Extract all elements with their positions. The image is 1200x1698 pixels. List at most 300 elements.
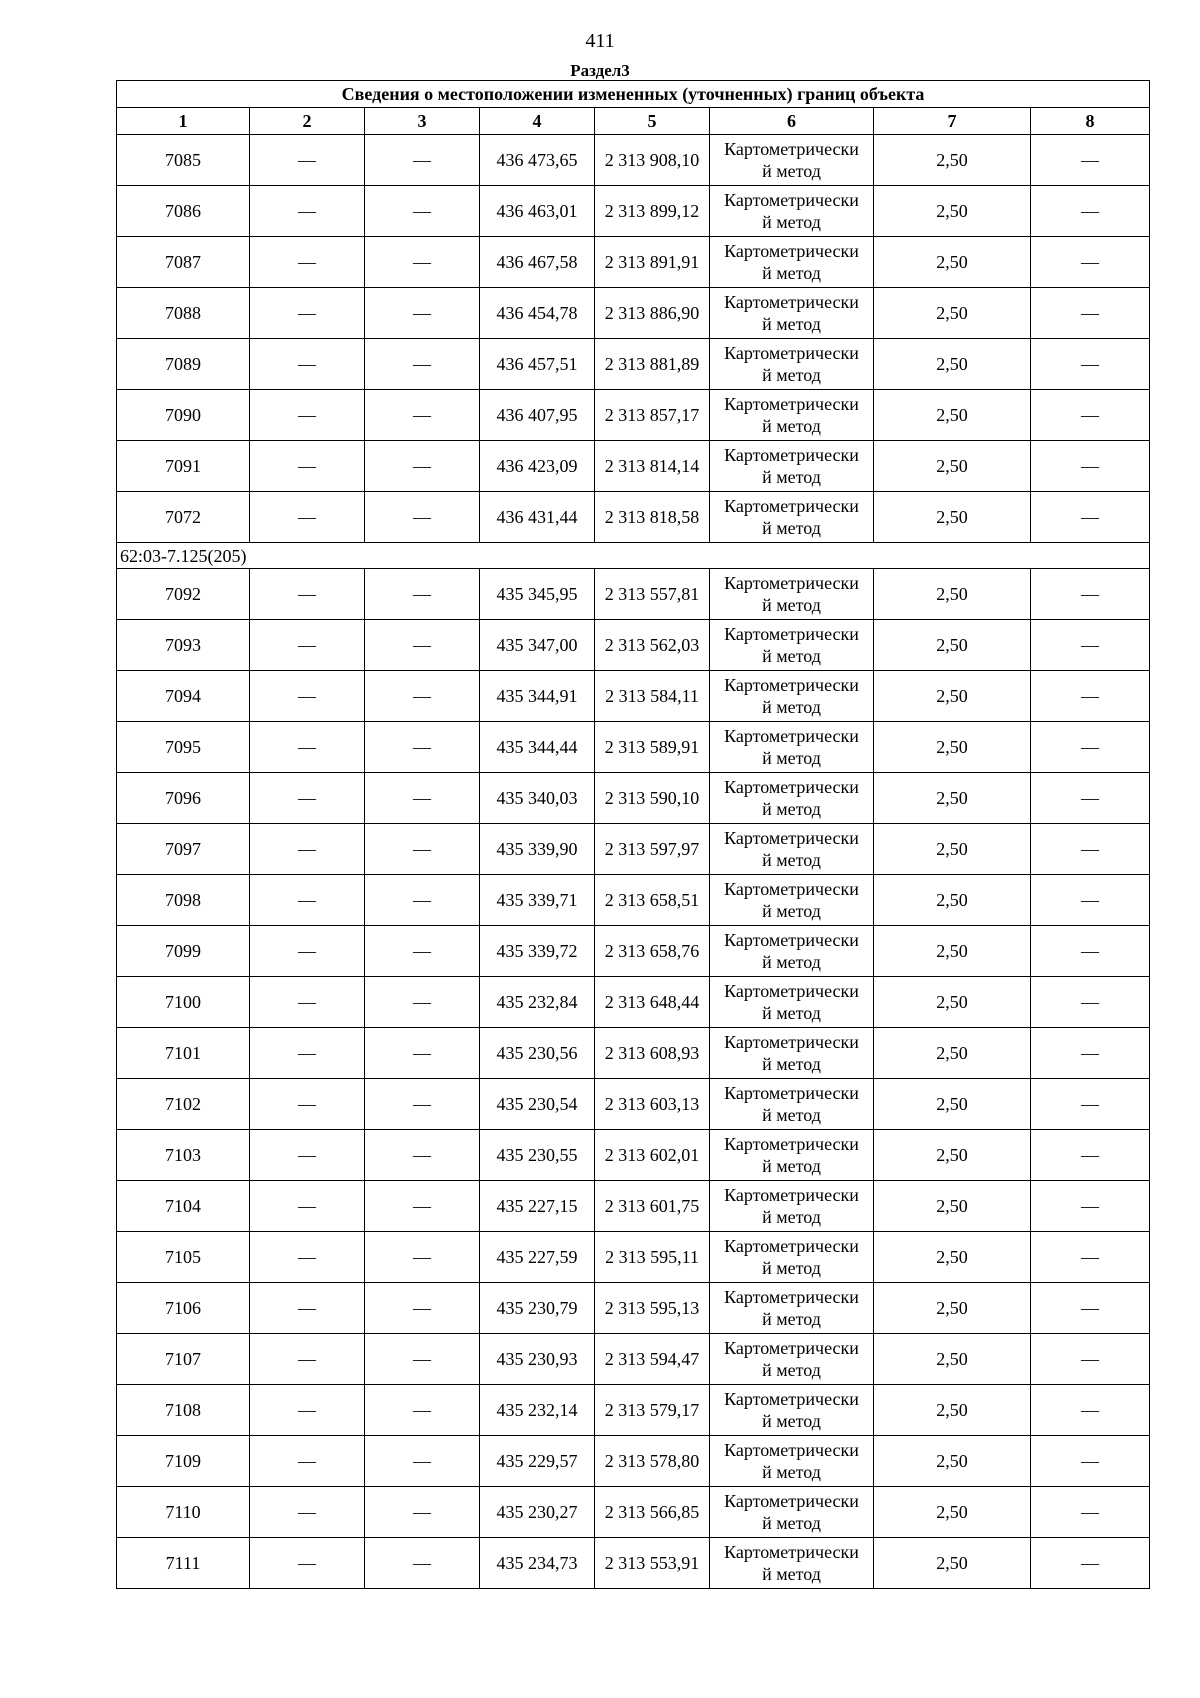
empty-cell: — [250,135,365,186]
empty-cell: — [365,390,480,441]
empty-cell: — [250,237,365,288]
empty-cell: — [250,1232,365,1283]
method-text-line: Картометрически [724,879,859,899]
method-text-line: й метод [762,646,821,666]
empty-cell: — [1031,1232,1150,1283]
empty-cell: — [365,1283,480,1334]
method-text-line: й метод [762,1564,821,1584]
table-row [117,1028,1150,1079]
point-number-cell: 7094 [117,671,250,722]
empty-cell: — [365,135,480,186]
empty-cell: — [250,1334,365,1385]
point-number-cell: 7086 [117,186,250,237]
accuracy-cell: 2,50 [874,441,1031,492]
method-cell [710,569,874,620]
empty-cell: — [365,1538,480,1589]
coordinate-x-cell: 435 230,93 [480,1334,595,1385]
point-number-cell: 7102 [117,1079,250,1130]
method-text-line: Картометрически [724,1440,859,1460]
method-text-line: Картометрически [724,828,859,848]
empty-cell: — [250,722,365,773]
point-number-cell: 7072 [117,492,250,543]
coordinate-x-cell: 435 230,55 [480,1130,595,1181]
empty-cell: — [365,569,480,620]
coordinate-x-cell: 435 344,44 [480,722,595,773]
method-cell [710,237,874,288]
page-number: 411 [585,30,615,52]
method-text-line: Картометрически [724,675,859,695]
empty-cell: — [365,875,480,926]
empty-cell: — [1031,773,1150,824]
method-cell [710,492,874,543]
coordinate-y-cell: 2 313 881,89 [595,339,710,390]
method-cell [710,1130,874,1181]
method-text-line: й метод [762,952,821,972]
coordinate-x-cell: 435 344,91 [480,671,595,722]
column-number: 3 [365,108,480,135]
table-row [117,926,1150,977]
empty-cell: — [250,926,365,977]
point-number-cell: 7091 [117,441,250,492]
empty-cell: — [365,1487,480,1538]
coordinate-x-cell: 435 232,14 [480,1385,595,1436]
method-text-line: Картометрически [724,1134,859,1154]
accuracy-cell: 2,50 [874,1538,1031,1589]
method-text-line: й метод [762,1105,821,1125]
column-number: 8 [1031,108,1150,135]
coordinate-y-cell: 2 313 658,76 [595,926,710,977]
method-cell [710,773,874,824]
empty-cell: — [365,1130,480,1181]
empty-cell: — [250,1181,365,1232]
point-number-cell: 7103 [117,1130,250,1181]
accuracy-cell: 2,50 [874,722,1031,773]
point-number-cell: 7098 [117,875,250,926]
empty-cell: — [250,390,365,441]
column-number: 2 [250,108,365,135]
empty-cell: — [365,773,480,824]
coordinate-x-cell: 435 227,15 [480,1181,595,1232]
accuracy-cell: 2,50 [874,390,1031,441]
method-cell [710,186,874,237]
method-text-line: й метод [762,1309,821,1329]
method-text-line: Картометрически [724,777,859,797]
coordinate-x-cell: 435 339,71 [480,875,595,926]
empty-cell: — [1031,441,1150,492]
empty-cell: — [365,1385,480,1436]
point-number-cell: 7099 [117,926,250,977]
empty-cell: — [365,824,480,875]
empty-cell: — [1031,1079,1150,1130]
method-text-line: й метод [762,748,821,768]
coordinate-y-cell: 2 313 584,11 [595,671,710,722]
method-text-line: Картометрически [724,343,859,363]
accuracy-cell: 2,50 [874,620,1031,671]
table-row [117,773,1150,824]
coordinate-y-cell: 2 313 891,91 [595,237,710,288]
accuracy-cell: 2,50 [874,1334,1031,1385]
method-text-line: й метод [762,799,821,819]
point-number-cell: 7097 [117,824,250,875]
coordinate-x-cell: 435 340,03 [480,773,595,824]
method-text-line: Картометрически [724,726,859,746]
point-number-cell: 7095 [117,722,250,773]
point-number-cell: 7109 [117,1436,250,1487]
empty-cell: — [250,288,365,339]
coordinate-y-cell: 2 313 590,10 [595,773,710,824]
table-row [117,824,1150,875]
empty-cell: — [250,186,365,237]
method-text-line: й метод [762,263,821,283]
coordinate-x-cell: 436 454,78 [480,288,595,339]
coordinate-y-cell: 2 313 602,01 [595,1130,710,1181]
table-row [117,569,1150,620]
point-number-cell: 7111 [117,1538,250,1589]
empty-cell: — [250,671,365,722]
method-cell [710,1538,874,1589]
method-text-line: й метод [762,365,821,385]
method-cell [710,875,874,926]
table-row [117,339,1150,390]
method-cell [710,722,874,773]
empty-cell: — [365,1436,480,1487]
method-text-line: й метод [762,1054,821,1074]
accuracy-cell: 2,50 [874,186,1031,237]
empty-cell: — [250,875,365,926]
table-row [117,620,1150,671]
empty-cell: — [250,620,365,671]
method-text-line: Картометрически [724,139,859,159]
point-number-cell: 7107 [117,1334,250,1385]
coordinate-x-cell: 435 339,90 [480,824,595,875]
accuracy-cell: 2,50 [874,1232,1031,1283]
method-cell [710,671,874,722]
method-text-line: Картометрически [724,624,859,644]
method-text-line: Картометрически [724,394,859,414]
coordinate-y-cell: 2 313 603,13 [595,1079,710,1130]
method-cell [710,339,874,390]
coordinate-y-cell: 2 313 595,11 [595,1232,710,1283]
coordinate-y-cell: 2 313 589,91 [595,722,710,773]
method-text-line: й метод [762,850,821,870]
coordinate-y-cell: 2 313 595,13 [595,1283,710,1334]
point-number-cell: 7108 [117,1385,250,1436]
empty-cell: — [250,1538,365,1589]
method-text-line: й метод [762,1513,821,1533]
coordinate-x-cell: 435 234,73 [480,1538,595,1589]
method-text-line: й метод [762,595,821,615]
empty-cell: — [250,1079,365,1130]
method-text-line: й метод [762,1462,821,1482]
point-number-cell: 7104 [117,1181,250,1232]
empty-cell: — [250,773,365,824]
method-text-line: Картометрически [724,1236,859,1256]
table-row [117,135,1150,186]
empty-cell: — [250,569,365,620]
method-text-line: Картометрически [724,1287,859,1307]
accuracy-cell: 2,50 [874,1385,1031,1436]
coordinate-x-cell: 436 407,95 [480,390,595,441]
method-text-line: й метод [762,314,821,334]
point-number-cell: 7110 [117,1487,250,1538]
empty-cell: — [365,926,480,977]
table-row [117,186,1150,237]
empty-cell: — [1031,135,1150,186]
accuracy-cell: 2,50 [874,569,1031,620]
empty-cell: — [1031,722,1150,773]
empty-cell: — [1031,186,1150,237]
method-text-line: Картометрически [724,1338,859,1358]
table-row [117,1487,1150,1538]
empty-cell: — [1031,1181,1150,1232]
method-text-line: Картометрически [724,981,859,1001]
empty-cell: — [1031,1487,1150,1538]
coordinate-x-cell: 435 227,59 [480,1232,595,1283]
empty-cell: — [1031,824,1150,875]
method-text-line: Картометрически [724,1185,859,1205]
coordinate-x-cell: 436 423,09 [480,441,595,492]
method-text-line: й метод [762,161,821,181]
empty-cell: — [365,441,480,492]
empty-cell: — [250,1130,365,1181]
table-caption: Сведения о местоположении измененных (уточненных) границ объекта [117,81,1150,108]
table-caption-row [117,81,1150,108]
point-number-cell: 7092 [117,569,250,620]
empty-cell: — [365,1334,480,1385]
table-row [117,288,1150,339]
point-number-cell: 7087 [117,237,250,288]
empty-cell: — [250,1385,365,1436]
accuracy-cell: 2,50 [874,288,1031,339]
method-cell [710,926,874,977]
coordinate-x-cell: 436 457,51 [480,339,595,390]
table-row [117,390,1150,441]
accuracy-cell: 2,50 [874,1130,1031,1181]
method-text-line: Картометрически [724,1083,859,1103]
method-text-line: Картометрически [724,1032,859,1052]
empty-cell: — [250,1028,365,1079]
empty-cell: — [250,1283,365,1334]
coordinate-y-cell: 2 313 601,75 [595,1181,710,1232]
coordinate-y-cell: 2 313 562,03 [595,620,710,671]
column-number: 7 [874,108,1031,135]
coordinate-y-cell: 2 313 557,81 [595,569,710,620]
point-number-cell: 7090 [117,390,250,441]
empty-cell: — [1031,1028,1150,1079]
column-number: 5 [595,108,710,135]
coordinate-y-cell: 2 313 553,91 [595,1538,710,1589]
table-row [117,671,1150,722]
section-title: Раздел3 [570,61,630,80]
empty-cell: — [250,1436,365,1487]
method-text-line: й метод [762,518,821,538]
group-label: 62:03-7.125(205) [117,543,1150,569]
coordinate-y-cell: 2 313 597,97 [595,824,710,875]
method-text-line: Картометрически [724,930,859,950]
empty-cell: — [250,441,365,492]
coordinate-x-cell: 435 345,95 [480,569,595,620]
accuracy-cell: 2,50 [874,237,1031,288]
method-text-line: й метод [762,1003,821,1023]
method-cell [710,824,874,875]
coordinate-y-cell: 2 313 886,90 [595,288,710,339]
table-row [117,1538,1150,1589]
point-number-cell: 7089 [117,339,250,390]
coordinate-y-cell: 2 313 566,85 [595,1487,710,1538]
accuracy-cell: 2,50 [874,135,1031,186]
coordinate-x-cell: 435 230,27 [480,1487,595,1538]
accuracy-cell: 2,50 [874,824,1031,875]
table-row [117,722,1150,773]
empty-cell: — [1031,1385,1150,1436]
method-text-line: й метод [762,1207,821,1227]
table-row [117,441,1150,492]
table-row [117,1385,1150,1436]
empty-cell: — [1031,1538,1150,1589]
empty-cell: — [365,620,480,671]
accuracy-cell: 2,50 [874,773,1031,824]
empty-cell: — [1031,1130,1150,1181]
empty-cell: — [365,186,480,237]
point-number-cell: 7106 [117,1283,250,1334]
point-number-cell: 7101 [117,1028,250,1079]
empty-cell: — [1031,1436,1150,1487]
accuracy-cell: 2,50 [874,492,1031,543]
accuracy-cell: 2,50 [874,1283,1031,1334]
coordinate-x-cell: 435 347,00 [480,620,595,671]
method-text-line: Картометрически [724,292,859,312]
method-cell [710,977,874,1028]
method-cell [710,135,874,186]
coordinate-x-cell: 436 467,58 [480,237,595,288]
coordinate-y-cell: 2 313 578,80 [595,1436,710,1487]
method-cell [710,441,874,492]
method-text-line: й метод [762,467,821,487]
method-text-line: Картометрически [724,1491,859,1511]
method-cell [710,1181,874,1232]
method-text-line: Картометрически [724,496,859,516]
method-cell [710,1487,874,1538]
empty-cell: — [365,722,480,773]
table-row [117,875,1150,926]
coordinate-y-cell: 2 313 814,14 [595,441,710,492]
coordinate-x-cell: 435 230,54 [480,1079,595,1130]
empty-cell: — [1031,569,1150,620]
empty-cell: — [1031,620,1150,671]
method-cell [710,288,874,339]
coordinate-y-cell: 2 313 579,17 [595,1385,710,1436]
method-cell [710,1436,874,1487]
empty-cell: — [250,339,365,390]
accuracy-cell: 2,50 [874,1436,1031,1487]
group-label-row [117,543,1150,569]
point-number-cell: 7105 [117,1232,250,1283]
method-cell [710,1385,874,1436]
method-text-line: й метод [762,1411,821,1431]
table-row [117,492,1150,543]
empty-cell: — [365,1232,480,1283]
point-number-cell: 7100 [117,977,250,1028]
method-text-line: Картометрически [724,241,859,261]
coordinate-x-cell: 436 473,65 [480,135,595,186]
coordinate-x-cell: 435 339,72 [480,926,595,977]
column-number: 4 [480,108,595,135]
method-text-line: й метод [762,212,821,232]
coordinate-x-cell: 435 230,79 [480,1283,595,1334]
empty-cell: — [1031,492,1150,543]
method-text-line: й метод [762,416,821,436]
coordinate-y-cell: 2 313 594,47 [595,1334,710,1385]
table-row [117,1436,1150,1487]
coordinate-y-cell: 2 313 658,51 [595,875,710,926]
coordinates-table [116,80,1150,1589]
coordinate-y-cell: 2 313 857,17 [595,390,710,441]
empty-cell: — [1031,237,1150,288]
method-text-line: й метод [762,901,821,921]
column-number-row [117,108,1150,135]
point-number-cell: 7085 [117,135,250,186]
accuracy-cell: 2,50 [874,339,1031,390]
empty-cell: — [1031,339,1150,390]
table-row [117,977,1150,1028]
coordinate-y-cell: 2 313 648,44 [595,977,710,1028]
method-cell [710,620,874,671]
method-text-line: Картометрически [724,190,859,210]
coordinate-x-cell: 435 230,56 [480,1028,595,1079]
method-cell [710,1079,874,1130]
table-row [117,1334,1150,1385]
column-number: 1 [117,108,250,135]
method-text-line: Картометрически [724,1389,859,1409]
empty-cell: — [1031,288,1150,339]
empty-cell: — [1031,390,1150,441]
empty-cell: — [365,977,480,1028]
empty-cell: — [365,339,480,390]
table-row [117,1232,1150,1283]
method-text-line: й метод [762,1360,821,1380]
method-text-line: Картометрически [724,573,859,593]
method-cell [710,390,874,441]
column-number: 6 [710,108,874,135]
table-row [117,1079,1150,1130]
empty-cell: — [1031,671,1150,722]
method-text-line: й метод [762,1156,821,1176]
coordinate-x-cell: 435 229,57 [480,1436,595,1487]
accuracy-cell: 2,50 [874,1028,1031,1079]
empty-cell: — [250,824,365,875]
coordinate-x-cell: 435 232,84 [480,977,595,1028]
table-row [117,1130,1150,1181]
accuracy-cell: 2,50 [874,1079,1031,1130]
empty-cell: — [365,1028,480,1079]
empty-cell: — [365,492,480,543]
table-row [117,1181,1150,1232]
point-number-cell: 7096 [117,773,250,824]
point-number-cell: 7088 [117,288,250,339]
accuracy-cell: 2,50 [874,977,1031,1028]
point-number-cell: 7093 [117,620,250,671]
method-cell [710,1232,874,1283]
coordinate-y-cell: 2 313 818,58 [595,492,710,543]
empty-cell: — [250,1487,365,1538]
accuracy-cell: 2,50 [874,1181,1031,1232]
accuracy-cell: 2,50 [874,926,1031,977]
method-cell [710,1283,874,1334]
coordinate-x-cell: 436 463,01 [480,186,595,237]
empty-cell: — [365,1181,480,1232]
table-row [117,1283,1150,1334]
empty-cell: — [365,1079,480,1130]
